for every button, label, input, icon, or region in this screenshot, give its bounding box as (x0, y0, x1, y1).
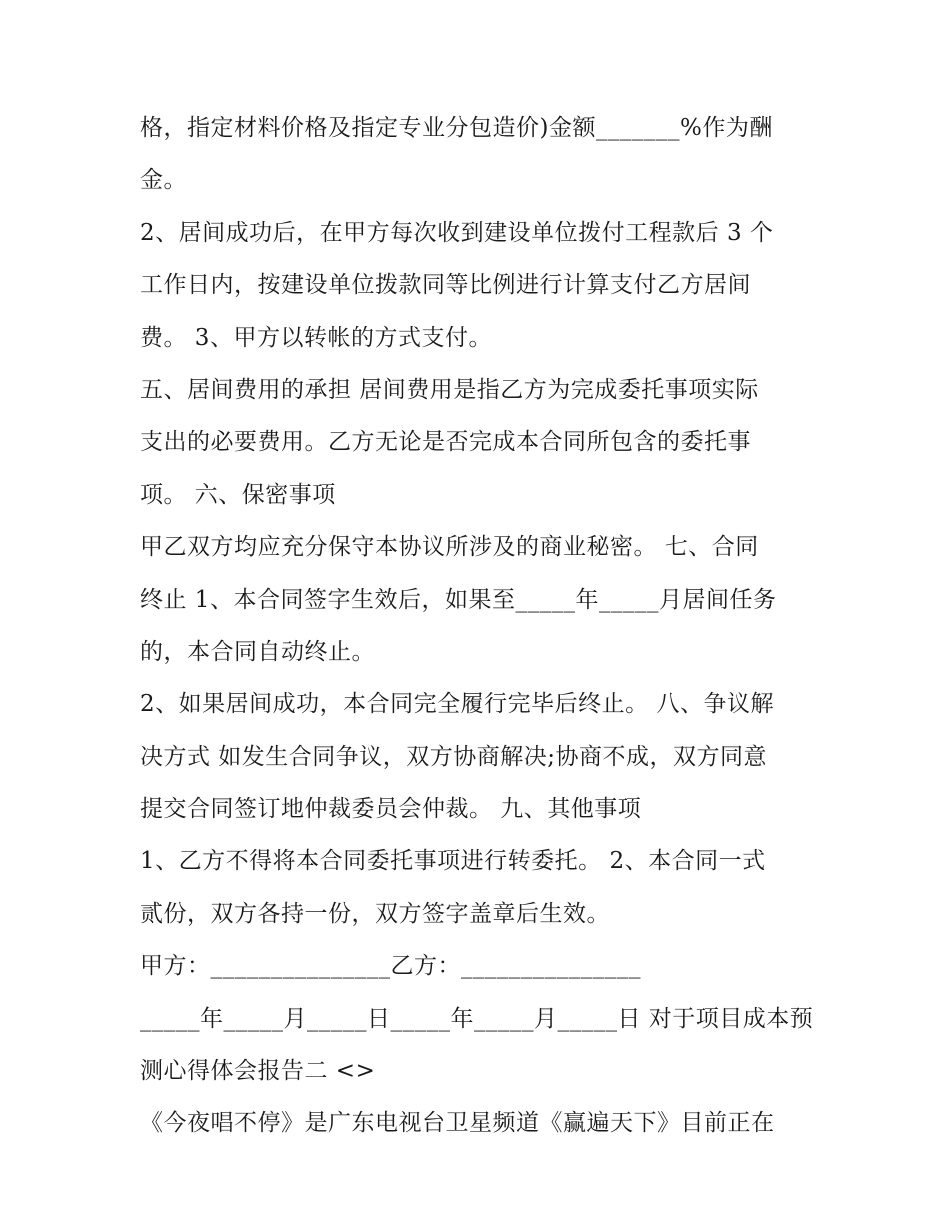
text-line-15: 1、乙方不得将本合同委托事项进行转委托。 2、本合同一式 (140, 848, 766, 875)
text-line-10: 终止 1、本合同签字生效后，如果至_____年_____月居间任务 (140, 586, 777, 613)
document-body (140, 102, 820, 1150)
text-line-11: 的，本合同自动终止。 (140, 638, 375, 665)
signature-line: 甲方：_______________乙方：_______________ (140, 953, 641, 980)
date-line: _____年_____月_____日_____年_____月_____日 对于项目成本预 (140, 1005, 814, 1032)
text-line-13: 决方式 如发生合同争议，双方协商解决;协商不成，双方同意 (140, 743, 768, 770)
text-line-6: 五、居间费用的承担 居间费用是指乙方为完成委托事项实际 (140, 376, 759, 403)
text-line-2: 金。 (140, 167, 187, 194)
text-line-9: 甲乙双方均应充分保守本协议所涉及的商业秘密。 七、合同 (140, 534, 759, 561)
text-line-12: 2、如果居间成功，本合同完全履行完毕后终止。 八、争议解 (140, 691, 774, 718)
text-line-16: 贰份，双方各持一份，双方签字盖章后生效。 (140, 900, 610, 927)
text-line-5: 费。 3、甲方以转帐的方式支付。 (140, 324, 492, 351)
section-title-line: 测心得体会报告二 <> (140, 1058, 376, 1085)
text-line-20: 《今夜唱不停》是广东电视台卫星频道《赢遍天下》目前正在 (140, 1110, 775, 1137)
text-line-4: 工作日内，按建设单位拨款同等比例进行计算支付乙方居间 (140, 272, 751, 299)
text-line-8: 项。 六、保密事项 (140, 481, 336, 508)
text-line-3: 2、居间成功后，在甲方每次收到建设单位拨付工程款后 3 个 (140, 219, 774, 246)
text-line-1: 格，指定材料价格及指定专业分包造价)金额_______%作为酬 (140, 115, 773, 141)
text-line-7: 支出的必要费用。乙方无论是否完成本合同所包含的委托事 (140, 429, 751, 456)
text-line-14: 提交合同签订地仲裁委员会仲裁。 九、其他事项 (140, 796, 642, 823)
